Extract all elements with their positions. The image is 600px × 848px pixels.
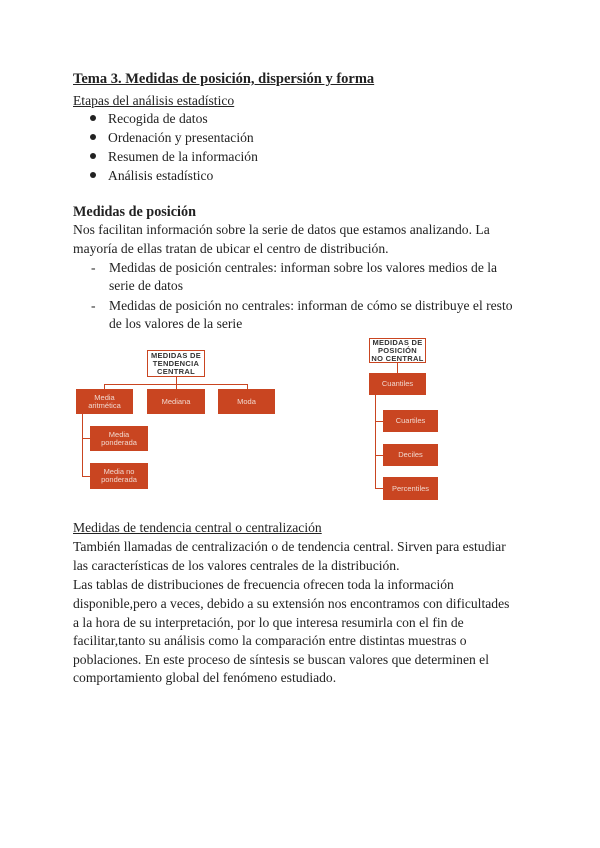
posicion-heading: Medidas de posición: [73, 204, 196, 220]
tendencia-paragraph-line: comportamiento global del fenómeno estudiado.: [73, 670, 337, 685]
tendencia-paragraph-line: Las tablas de distribuciones de frecuencia ofrecen toda la información: [73, 577, 454, 592]
list-item: Ordenación y presentación: [88, 128, 258, 147]
tendencia-paragraph-line: a la hora de su interpretación, por lo que interesa resumirla con el fin de: [73, 615, 464, 630]
list-item: Recogida de datos: [88, 109, 258, 128]
central-header-label: MEDIDAS DE TENDENCIA CENTRAL: [150, 350, 202, 376]
tendencia-paragraph-line: disponible,pero a veces, debido a su extensión nos encontramos con dificultades: [73, 596, 510, 611]
cuartiles-box: Cuartiles: [383, 410, 438, 432]
connector: [82, 438, 90, 439]
mediana-box: Mediana: [147, 389, 205, 414]
connector: [375, 421, 383, 422]
tendencia-heading: Medidas de tendencia central o centralización: [73, 520, 322, 535]
noncentral-header-box: [369, 338, 426, 363]
media-aritmetica-box: Media aritmética: [76, 389, 133, 414]
tendencia-paragraph-line: las características de los valores centrales de la distribución.: [73, 558, 400, 573]
connector: [176, 377, 177, 384]
moda-box: Moda: [218, 389, 275, 414]
posicion-paragraph-line: mayoría de ellas tratan de ubicar el centro de distribución.: [73, 241, 389, 256]
tendencia-paragraph-line: poblaciones. En este proceso de síntesis se buscan valores que determinen el: [73, 652, 489, 667]
connector: [82, 414, 83, 476]
tendencia-paragraph-line: facilitar,tanto su análisis como la comparación entre distintas muestras o: [73, 633, 467, 648]
list-item: Resumen de la información: [88, 147, 258, 166]
dash-item-text: Medidas de posición no centrales: informan de cómo se distribuye el resto de los valores de la serie: [109, 298, 513, 331]
cuantiles-box: Cuantiles: [369, 373, 426, 395]
connector: [397, 363, 398, 373]
list-item: Análisis estadístico: [88, 166, 258, 185]
noncentral-header-label: MEDIDAS DE POSICIÓN NO CENTRAL: [371, 337, 424, 363]
connector: [375, 395, 376, 488]
connector: [375, 455, 383, 456]
connector: [82, 476, 90, 477]
dash-marker: -: [91, 298, 96, 313]
etapas-heading: Etapas del análisis estadístico: [73, 93, 235, 108]
tendencia-paragraph-line: También llamadas de centralización o de tendencia central. Sirven para estudiar: [73, 539, 506, 554]
media-ponderada-box: Media ponderada: [90, 426, 148, 451]
connector: [375, 488, 383, 489]
dash-item-text: Medidas de posición centrales: informan sobre los valores medios de la serie de datos: [109, 260, 498, 293]
page-title: Tema 3. Medidas de posición, dispersión y forma: [73, 71, 375, 87]
percentiles-box: Percentiles: [383, 477, 438, 500]
deciles-box: Deciles: [383, 444, 438, 466]
central-header-box: [147, 350, 205, 377]
etapas-list: [88, 109, 258, 185]
media-no-ponderada-box: Media no ponderada: [90, 463, 148, 489]
dash-marker: -: [91, 260, 96, 275]
posicion-paragraph-line: Nos facilitan información sobre la serie de datos que estamos analizando. La: [73, 222, 490, 237]
